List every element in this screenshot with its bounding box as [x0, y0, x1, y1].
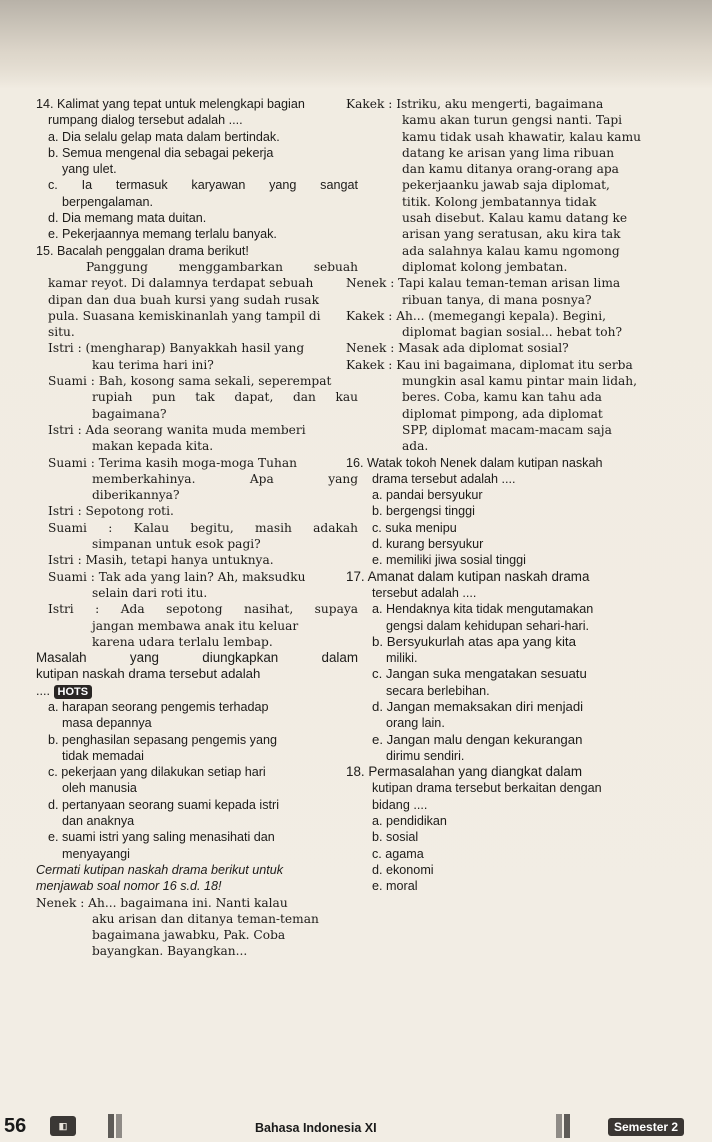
- drama-setting: pula. Suasana kemiskinanlah yang tampil di: [48, 308, 321, 323]
- hots-badge: HOTS: [54, 685, 93, 699]
- question-17-line: 17. Amanat dalam kutipan naskah drama: [346, 568, 590, 584]
- question-14-line: rumpang dialog tersebut adalah ....: [48, 113, 243, 128]
- dialog-line: karena udara terlalu lembap.: [92, 634, 273, 649]
- dialog-line: bagaimana jawabku, Pak. Coba: [92, 928, 286, 943]
- option-e: e. Pekerjaannya memang terlalu banyak.: [48, 227, 277, 242]
- dialog-line: SPP, diplomat macam-macam saja: [402, 422, 612, 437]
- dialog-line: kamu akan turun gengsi nanti. Tapi: [402, 113, 623, 128]
- option-d: d. ekonomi: [372, 862, 434, 877]
- instruction: Cermati kutipan naskah drama berikut untuk: [36, 862, 284, 877]
- question-14-line: 14. Kalimat yang tepat untuk melengkapi bagian: [36, 97, 305, 111]
- dialog-line: bayangkan. Bayangkan...: [92, 944, 248, 959]
- option-e-cont: menyayangi: [62, 846, 130, 861]
- dialog-line: datang ke arisan yang lima ribuan: [402, 145, 615, 160]
- question-15-stem: kutipan naskah drama tersebut adalah: [36, 666, 261, 682]
- option-e: e. moral: [372, 879, 418, 894]
- dialog-line: diplomat kolong jembatan.: [402, 259, 568, 274]
- option-b: b. penghasilan sepasang pengemis yang: [48, 732, 277, 747]
- question-16-line: 16. Watak tokoh Nenek dalam kutipan naskah: [346, 455, 603, 470]
- dialog-line: ada.: [402, 439, 429, 454]
- dialog-line: jangan membawa anak itu keluar: [92, 618, 299, 633]
- dialog-line: Istri : Ada sepotong nasihat, supaya: [48, 602, 358, 617]
- option-c: c. Ia termasuk karyawan yang sangat: [48, 178, 358, 193]
- option-d-cont: orang lain.: [386, 716, 445, 731]
- question-17-line: tersebut adalah ....: [372, 585, 477, 600]
- dialog-line: titik. Kolong jembatannya tidak: [402, 194, 597, 209]
- semester-badge: Semester 2: [608, 1118, 684, 1136]
- question-18-line: bidang ....: [372, 797, 428, 812]
- option-b: b. Semua mengenal dia sebagai pekerja: [48, 145, 274, 160]
- question-18-line: 18. Permasalahan yang diangkat dalam: [346, 764, 582, 780]
- dialog-line: Istri : Sepotong roti.: [48, 504, 174, 519]
- dialog-line: Suami : Kalau begitu, masih adakah: [48, 520, 358, 535]
- option-a: a. pendidikan: [372, 814, 447, 829]
- dialog-line: Kakek : Kau ini bagaimana, diplomat itu serba: [346, 357, 633, 372]
- option-c: c. agama: [372, 846, 424, 861]
- option-c-cont: secara berlebihan.: [386, 683, 490, 698]
- option-a: a. Hendaknya kita tidak mengutamakan: [372, 602, 594, 617]
- option-a: a. pandai bersyukur: [372, 488, 483, 503]
- option-d: d. Dia memang mata duitan.: [48, 211, 207, 226]
- dialog-line: arisan yang seratusan, aku kira tak: [402, 227, 621, 242]
- page-number: 56: [4, 1115, 27, 1137]
- option-c: c. pekerjaan yang dilakukan setiap hari: [48, 765, 266, 780]
- dialog-line: Suami : Bah, kosong sama sekali, seperempat: [48, 374, 332, 389]
- dialog-line: Istri : (mengharap) Banyakkah hasil yang: [48, 341, 305, 356]
- option-d: d. kurang bersyukur: [372, 537, 484, 552]
- question-15-stem: Masalah yang diungkapkan dalam: [36, 650, 358, 666]
- left-column: [36, 96, 358, 960]
- dialog-line: makan kepada kita.: [92, 439, 214, 454]
- option-c-cont: oleh manusia: [62, 781, 137, 796]
- dialog-line: Suami : Tak ada yang lain? Ah, maksudku: [48, 569, 306, 584]
- dialog-line: Istri : Masih, tetapi hanya untuknya.: [48, 553, 274, 568]
- dialog-line: memberkahinya. Apa yang: [92, 471, 358, 486]
- dialog-line: Nenek : Tapi kalau teman-teman arisan lima: [346, 276, 621, 291]
- option-b: b. bergengsi tinggi: [372, 504, 475, 519]
- drama-setting: Panggung menggambarkan sebuah: [86, 259, 358, 274]
- question-15-stem-end: [36, 683, 358, 699]
- dialog-line: usah disebut. Kalau kamu datang ke: [402, 211, 628, 226]
- option-b-cont: yang ulet.: [62, 162, 117, 177]
- footer-stripe: [556, 1114, 562, 1138]
- dialog-line: selain dari roti itu.: [92, 585, 208, 600]
- option-b: b. sosial: [372, 830, 419, 845]
- dialog-line: aku arisan dan ditanya teman-teman: [92, 911, 319, 926]
- question-18-line: kutipan drama tersebut berkaitan dengan: [372, 781, 602, 796]
- option-e: e. memiliki jiwa sosial tinggi: [372, 553, 526, 568]
- instruction: menjawab soal nomor 16 s.d. 18!: [36, 879, 222, 894]
- option-d: d. pertanyaan seorang suami kepada istri: [48, 797, 280, 812]
- page-footer: [0, 1108, 712, 1142]
- dialog-line: bagaimana?: [92, 406, 167, 421]
- option-b-cont: tidak memadai: [62, 748, 144, 763]
- dialog-line: kamu tidak usah khawatir, kalau kamu: [402, 129, 641, 144]
- dialog-line: Kakek : Istriku, aku mengerti, bagaimana: [346, 97, 604, 111]
- ellipsis: ....: [36, 683, 50, 698]
- question-15-line: 15. Bacalah penggalan drama berikut!: [36, 243, 249, 258]
- option-e: e. suami istri yang saling menasihati dan: [48, 830, 275, 845]
- dialog-line: ada salahnya kalau kamu ngomong: [402, 243, 620, 258]
- dialog-line: diplomat bagian sosial... hebat toh?: [402, 325, 623, 340]
- option-e: e. Jangan malu dengan kekurangan: [372, 731, 583, 747]
- option-a: a. harapan seorang pengemis terhadap: [48, 699, 269, 714]
- dialog-line: diplomat pimpong, ada diplomat: [402, 406, 603, 421]
- option-e-cont: dirimu sendiri.: [386, 748, 465, 763]
- page-top-shadow: [0, 0, 712, 88]
- book-title: Bahasa Indonesia XI: [255, 1121, 377, 1135]
- option-c-cont: berpengalaman.: [62, 194, 154, 209]
- question-16-line: drama tersebut adalah ....: [372, 471, 516, 486]
- right-column: [346, 96, 658, 895]
- dialog-line: simpanan untuk esok pagi?: [92, 537, 261, 552]
- option-d: d. Jangan memaksakan diri menjadi: [372, 698, 584, 714]
- dialog-line: Nenek : Masak ada diplomat sosial?: [346, 341, 569, 356]
- dialog-line: kau terima hari ini?: [92, 357, 214, 372]
- dialog-line: dan kamu ditanya orang-orang apa: [402, 162, 619, 177]
- option-b: b. Bersyukurlah atas apa yang kita: [372, 633, 577, 649]
- dialog-line: mungkin asal kamu pintar main lidah,: [402, 374, 637, 389]
- dialog-line: Suami : Terima kasih moga-moga Tuhan: [48, 455, 297, 470]
- option-c: c. Jangan suka mengatakan sesuatu: [372, 666, 587, 682]
- dialog-line: Istri : Ada seorang wanita muda memberi: [48, 422, 306, 437]
- dialog-line: pekerjaanku jawab saja diplomat,: [402, 178, 610, 193]
- drama-setting: kamar reyot. Di dalamnya terdapat sebuah: [48, 276, 314, 291]
- option-a-cont: gengsi dalam kehidupan sehari-hari.: [386, 618, 590, 633]
- drama-setting: situ.: [48, 325, 75, 340]
- drama-setting: dipan dan dua buah kursi yang sudah rusak: [48, 292, 319, 307]
- option-a-cont: masa depannya: [62, 716, 152, 731]
- option-c: c. suka menipu: [372, 520, 457, 535]
- footer-stripe: [116, 1114, 122, 1138]
- option-a: a. Dia selalu gelap mata dalam bertindak.: [48, 129, 280, 144]
- dialog-line: rupiah pun tak dapat, dan kau: [92, 390, 358, 405]
- option-d-cont: dan anaknya: [62, 814, 135, 829]
- dialog-line: ribuan tanya, di mana posnya?: [402, 292, 592, 307]
- dialog-line: Kakek : Ah... (memegangi kepala). Begini,: [346, 308, 606, 323]
- footer-stripe: [108, 1114, 114, 1138]
- dialog-line: beres. Coba, kamu kan tahu ada: [402, 390, 602, 405]
- option-b-cont: miliki.: [386, 651, 418, 666]
- publisher-logo-icon: ◧: [50, 1116, 76, 1136]
- dialog-line: diberikannya?: [92, 488, 180, 503]
- footer-stripe: [564, 1114, 570, 1138]
- dialog-line: Nenek : Ah... bagaimana ini. Nanti kalau: [36, 895, 288, 910]
